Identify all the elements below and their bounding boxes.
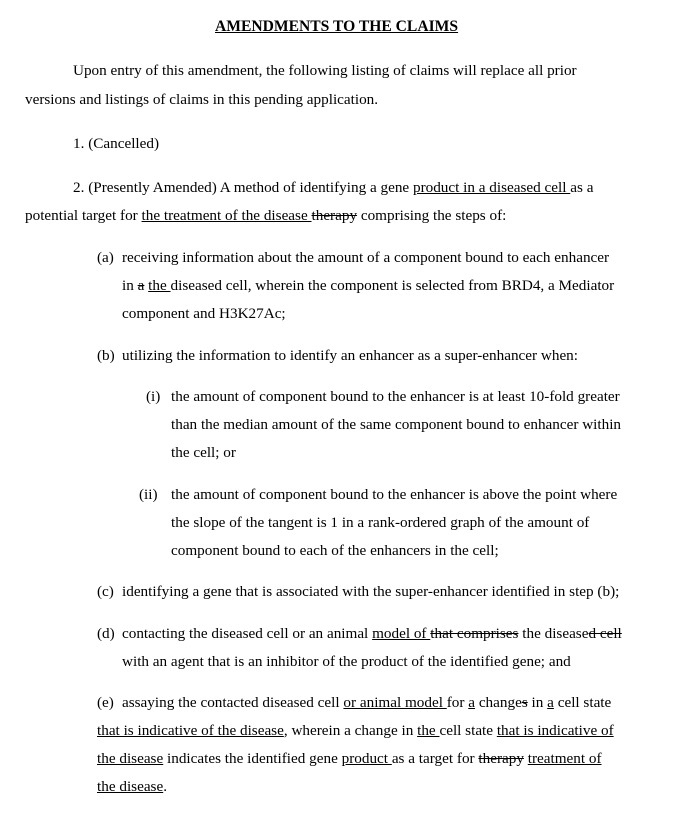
step-b-i-line-2: than the median amount of the same component bound to enhancer within (171, 416, 622, 433)
text: the disease (518, 625, 589, 642)
inserted-text: the disease (97, 750, 164, 767)
step-b-i-line-1: the amount of component bound to the enhancer is at least 10-fold greater (171, 388, 620, 405)
text: change (475, 694, 522, 711)
inserted-text: that is indicative of (496, 722, 614, 739)
text: for (446, 694, 469, 711)
text: indicates the identified gene (163, 750, 342, 767)
step-b-ii-line-2: the slope of the tangent is 1 in a rank-ordered graph of the amount of (171, 514, 590, 531)
step-d-line-1 (122, 626, 622, 641)
text: cell state (553, 694, 612, 711)
claim-2-line-1 (73, 180, 593, 195)
text: , wherein a change in (283, 722, 418, 739)
step-b-ii-line-3: component bound to each of the enhancers in the cell; (171, 542, 499, 559)
deleted-text: s (521, 694, 528, 711)
text: as a target for (391, 750, 479, 767)
step-b-label: (b) (97, 347, 115, 364)
claim-2-line-2 (25, 208, 506, 223)
intro-line-2: versions and listings of claims in this pending application. (25, 91, 379, 108)
inserted-text: model of (372, 625, 431, 642)
inserted-text: the disease (97, 778, 164, 795)
inserted-text: a (547, 694, 554, 711)
text: in (122, 277, 138, 294)
step-b-ii-line-1: the amount of component bound to the enhancer is above the point where (171, 486, 618, 503)
deleted-text: therapy (478, 750, 524, 767)
text: in (527, 694, 548, 711)
intro-line-1: Upon entry of this amendment, the following listing of claims will replace all prior (73, 62, 577, 79)
inserted-text: the treatment of the disease (141, 207, 312, 224)
text: contacting the diseased cell or an animal (122, 625, 373, 642)
page-title: AMENDMENTS TO THE CLAIMS (215, 18, 459, 35)
step-a-line-2 (122, 278, 614, 293)
step-a-label: (a) (97, 249, 114, 266)
step-e-line-3 (97, 751, 602, 766)
text: 2. (Presently Amended) A method of identifying a gene (73, 179, 413, 196)
text: cell state (439, 722, 497, 739)
text: as a (570, 179, 594, 196)
inserted-text: product (341, 750, 392, 767)
inserted-text: product in a diseased cell (412, 179, 571, 196)
deleted-text: therapy (311, 207, 358, 224)
inserted-text: a (468, 694, 476, 711)
step-e-line-4 (97, 779, 167, 794)
step-c-line-1: identifying a gene that is associated with the super-enhancer identified in step (b); (122, 583, 620, 600)
step-e-line-1 (122, 695, 611, 710)
step-b-ii-label: (ii) (139, 486, 158, 503)
deleted-text: a (137, 277, 145, 294)
claim-1: 1. (Cancelled) (73, 135, 160, 152)
inserted-text: or animal model (343, 694, 447, 711)
inserted-text: treatment of (527, 750, 602, 767)
deleted-text: that comprises (430, 625, 519, 642)
step-e-line-2 (97, 723, 614, 738)
text: diseased cell, wherein the component is selected from BRD4, a Mediator (170, 277, 615, 294)
step-d-line-2: with an agent that is an inhibitor of the product of the identified gene; and (122, 653, 571, 670)
step-e-label: (e) (97, 694, 114, 711)
deleted-text: d cell (588, 625, 622, 642)
step-b-i-line-3: the cell; or (171, 444, 236, 461)
text: assaying the contacted diseased cell (122, 694, 344, 711)
inserted-text: the (417, 722, 440, 739)
text: . (163, 778, 168, 795)
step-c-label: (c) (97, 583, 114, 600)
text: comprising the steps of: (357, 207, 507, 224)
inserted-text: the (148, 277, 171, 294)
step-b-i-label: (i) (146, 388, 161, 405)
step-d-label: (d) (97, 625, 115, 642)
text: potential target for (25, 207, 142, 224)
inserted-text: that is indicative of the disease (97, 722, 284, 739)
step-b-line-1: utilizing the information to identify an enhancer as a super-enhancer when: (122, 347, 578, 364)
step-a-line-1: receiving information about the amount of a component bound to each enhancer (122, 249, 610, 266)
step-a-line-3: component and H3K27Ac; (122, 305, 286, 322)
